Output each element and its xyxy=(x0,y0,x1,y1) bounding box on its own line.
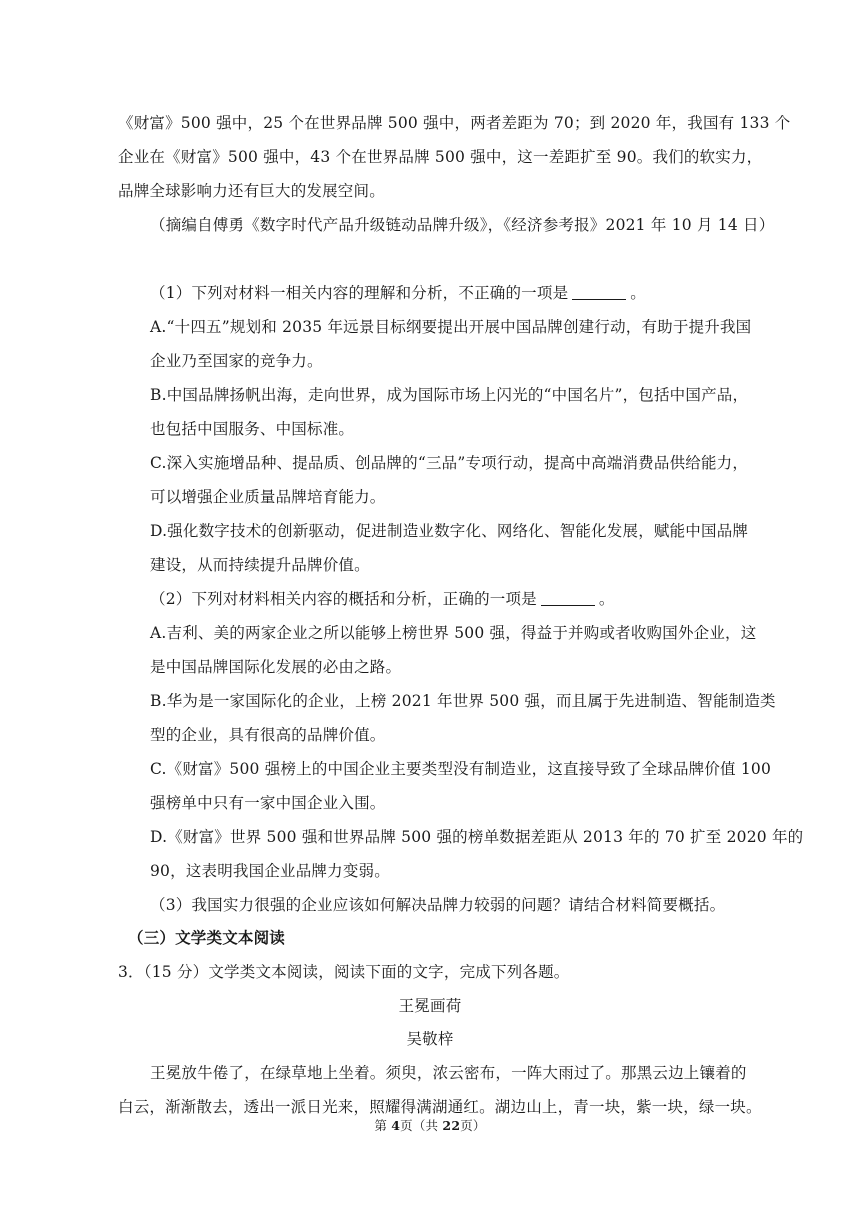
story-line: 王冕放牛倦了，在绿草地上坐着。须臾，浓云密布，一阵大雨过了。那黑云边上镶着的 xyxy=(150,1064,747,1082)
story-title: 王冕画荷 xyxy=(398,997,462,1015)
q2-option-b-line1: B.华为是一家国际化的企业，上榜 2021 年世界 500 强，而且属于先进制造、智能制造类 xyxy=(150,692,776,710)
question-1-stem xyxy=(150,281,646,303)
q1-option-a-line1: A.“十四五”规划和 2035 年远景目标纲要提出开展中国品牌创建行动，有助于提升我国 xyxy=(150,318,752,336)
question-3-intro: 3．（15 分）文学类文本阅读，阅读下面的文字，完成下列各题。 xyxy=(118,963,570,981)
q2-option-b-line2: 型的企业，具有很高的品牌价值。 xyxy=(150,726,386,744)
story-line: 白云，渐渐散去，透出一派日光来，照耀得满湖通红。湖边山上，青一块，紫一块，绿一块。 xyxy=(118,1098,762,1116)
question-2-stem-text: （2）下列对材料相关内容的概括和分析，正确的一项是 xyxy=(150,590,537,608)
q1-option-a-line2: 企业乃至国家的竞争力。 xyxy=(150,352,323,370)
q1-option-d-line2: 建设，从而持续提升品牌价值。 xyxy=(150,556,370,574)
q2-option-a-line1: A.吉利、美的两家企业之所以能够上榜世界 500 强，得益于并购或者收购国外企业，这 xyxy=(150,624,757,642)
passage-line: 品牌全球影响力还有巨大的发展空间。 xyxy=(118,182,385,200)
passage-line: 《财富》500 强中，25 个在世界品牌 500 强中，两者差距为 70；到 2020 年，我国有 133 个 xyxy=(118,114,791,132)
footer-page-number: 4 xyxy=(391,1118,401,1133)
answer-blank[interactable] xyxy=(541,591,595,606)
q2-option-d-line2: 90，这表明我国企业品牌力变弱。 xyxy=(150,862,390,880)
q1-option-b-line1: B.中国品牌扬帆出海，走向世界，成为国际市场上闪光的“中国名片”，包括中国产品， xyxy=(150,386,749,404)
q2-option-c-line1: C.《财富》500 强榜上的中国企业主要类型没有制造业，这直接导致了全球品牌价值 100 xyxy=(150,760,772,778)
passage-line: 企业在《财富》500 强中，43 个在世界品牌 500 强中，这一差距扩至 90。我们的软实力， xyxy=(118,148,763,166)
q1-option-c-line2: 可以增强企业质量品牌培育能力。 xyxy=(150,488,386,506)
stem-end: 。 xyxy=(630,284,646,302)
question-2-stem xyxy=(150,587,615,609)
story-author: 吴敬梓 xyxy=(406,1030,454,1048)
q1-option-c-line1: C.深入实施增品种、提品质、创品牌的“三品”专项行动，提高中高端消费品供给能力， xyxy=(150,454,749,472)
q2-option-c-line2: 强榜单中只有一家中国企业入围。 xyxy=(150,794,386,812)
question-3-prompt: （3）我国实力很强的企业应该如何解决品牌力较弱的问题？请结合材料简要概括。 xyxy=(150,896,726,914)
section-heading: （三）文学类文本阅读 xyxy=(128,928,286,947)
answer-blank[interactable] xyxy=(572,285,626,300)
question-1-stem-text: （1）下列对材料一相关内容的理解和分析，不正确的一项是 xyxy=(150,284,569,302)
footer-suffix: 页） xyxy=(460,1118,486,1133)
q1-option-b-line2: 也包括中国服务、中国标准。 xyxy=(150,420,355,438)
stem-end: 。 xyxy=(598,590,615,608)
citation: （摘编自傅勇《数字时代产品升级链动品牌升级》，《经济参考报》2021 年 10 月 14 日） xyxy=(150,216,775,234)
q2-option-a-line2: 是中国品牌国际化发展的必由之路。 xyxy=(150,658,402,676)
q1-option-d-line1: D.强化数字技术的创新驱动，促进制造业数字化、网络化、智能化发展，赋能中国品牌 xyxy=(150,522,749,540)
page-footer xyxy=(0,1116,860,1134)
q2-option-d-line1: D.《财富》世界 500 强和世界品牌 500 强的榜单数据差距从 2013 年的 70 扩至 2020 年的 xyxy=(150,828,804,846)
footer-middle: 页（共 xyxy=(400,1118,443,1133)
footer-total-pages: 22 xyxy=(442,1118,461,1133)
footer-prefix: 第 xyxy=(374,1118,392,1133)
